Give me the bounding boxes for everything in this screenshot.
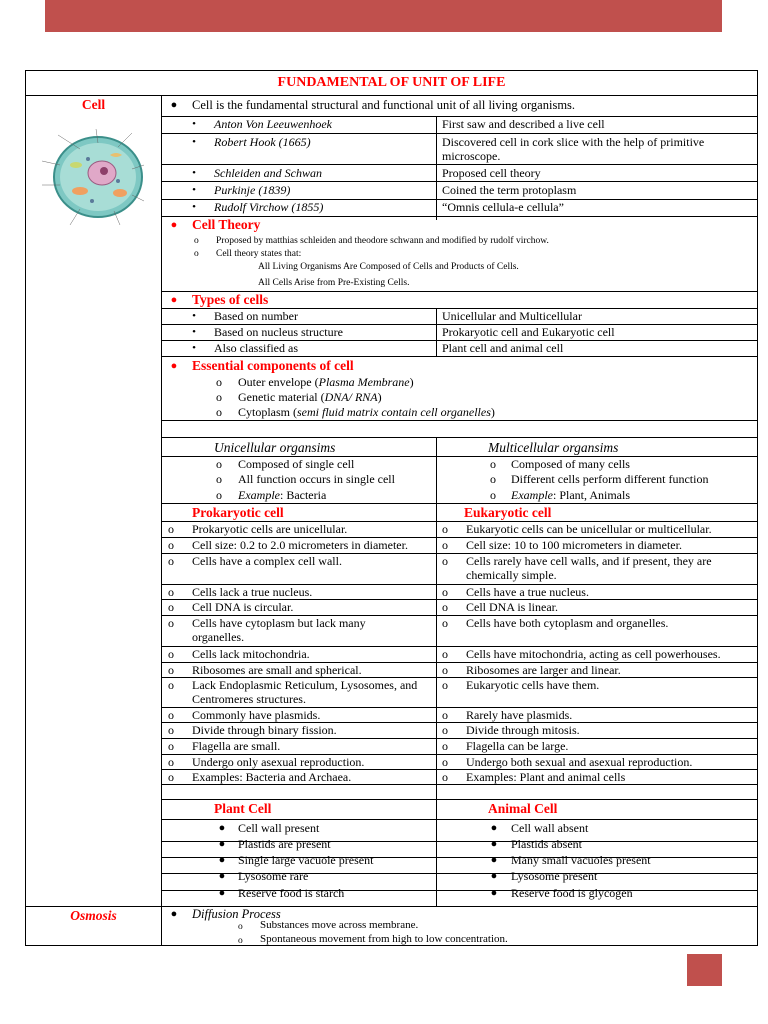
- type-value: Unicellular and Multicellular: [442, 309, 582, 323]
- cell-theory-line: All Living Organisms Are Composed of Cells and Products of Cells.: [258, 262, 519, 272]
- scientist-fact: First saw and described a live cell: [442, 117, 605, 131]
- component-item: Genetic material (DNA/ RNA): [238, 390, 382, 404]
- plant-cell-item: Single large vacuole present: [238, 853, 374, 867]
- circle-bullet-icon: o: [442, 663, 448, 677]
- bullet-icon: •: [192, 201, 196, 213]
- bullet-icon: ●: [218, 887, 226, 899]
- divider: [162, 356, 757, 357]
- circle-bullet-icon: o: [168, 554, 174, 568]
- eukaryotic-item: Rarely have plasmids.: [466, 708, 573, 722]
- circle-bullet-icon: o: [168, 770, 174, 784]
- bullet-icon: •: [192, 184, 196, 196]
- plant-cell-item: Reserve food is starch: [238, 886, 345, 900]
- circle-bullet-icon: o: [216, 488, 222, 502]
- bullet-icon: •: [192, 167, 196, 179]
- plant-cell-item: Cell wall present: [238, 821, 320, 835]
- divider: [162, 503, 757, 504]
- eukaryotic-item: Examples: Plant and animal cells: [466, 770, 626, 784]
- circle-bullet-icon: o: [442, 739, 448, 753]
- eukaryotic-item: Cells have a true nucleus.: [466, 585, 589, 599]
- eukaryotic-item: Eukaryotic cells can be unicellular or multicellular.: [466, 522, 712, 536]
- bullet-icon: ●: [170, 908, 178, 920]
- bullet-icon: ●: [490, 854, 498, 866]
- eukaryotic-item: Cell size: 10 to 100 micrometers in diameter.: [466, 538, 682, 552]
- divider: [436, 437, 437, 804]
- divider: [162, 819, 757, 820]
- prokaryotic-item: Cells have cytoplasm but lack many: [192, 616, 366, 630]
- prokaryotic-item: Flagella are small.: [192, 739, 281, 753]
- circle-bullet-icon: o: [442, 538, 448, 552]
- divider: [436, 308, 437, 356]
- eukaryotic-item: Cell DNA is linear.: [466, 600, 558, 614]
- divider: [162, 420, 757, 421]
- animal-cell-item: Lysosome present: [511, 869, 598, 883]
- animal-cell-heading: Animal Cell: [488, 801, 558, 816]
- bullet-icon: ●: [170, 360, 178, 372]
- circle-bullet-icon: o: [216, 390, 222, 404]
- bullet-icon: ●: [490, 838, 498, 850]
- bullet-icon: •: [192, 342, 196, 354]
- divider: [162, 164, 757, 165]
- prokaryotic-item: Undergo only asexual reproduction.: [192, 755, 365, 769]
- prokaryotic-item: Lack Endoplasmic Reticulum, Lysosomes, and: [192, 678, 418, 692]
- circle-bullet-icon: o: [168, 538, 174, 552]
- eukaryotic-item: Divide through mitosis.: [466, 723, 580, 737]
- cell-theory-line: All Cells Arise from Pre-Existing Cells.: [258, 278, 410, 288]
- scientist-fact: Discovered cell in cork slice with the help of primitive: [442, 135, 705, 149]
- scientist-name: Anton Von Leeuwenhoek: [214, 117, 332, 131]
- eukaryotic-item: Cells have both cytoplasm and organelles.: [466, 616, 669, 630]
- animal-cell-diagram: [40, 121, 152, 231]
- intro-text: Cell is the fundamental structural and functional unit of all living organisms.: [192, 98, 576, 112]
- unicellular-item: Composed of single cell: [238, 457, 355, 471]
- prokaryotic-item: Cells lack a true nucleus.: [192, 585, 313, 599]
- divider: [162, 181, 757, 182]
- prokaryotic-item: organelles.: [192, 630, 245, 644]
- bullet-icon: •: [192, 326, 196, 338]
- multicellular-item: Different cells perform different function: [511, 472, 709, 486]
- circle-bullet-icon: o: [194, 236, 199, 246]
- bullet-icon: ●: [490, 870, 498, 882]
- scientist-fact: “Omnis cellula-e cellula”: [442, 200, 564, 214]
- circle-bullet-icon: o: [168, 739, 174, 753]
- bullet-icon: ●: [218, 822, 226, 834]
- component-item: Outer envelope (Plasma Membrane): [238, 375, 414, 389]
- type-value: Plant cell and animal cell: [442, 341, 564, 355]
- circle-bullet-icon: o: [442, 708, 448, 722]
- cell-section-label: Cell: [81, 97, 106, 112]
- osmosis-heading: Diffusion Process: [192, 907, 281, 921]
- circle-bullet-icon: o: [442, 585, 448, 599]
- prokaryotic-item: Centromeres structures.: [192, 692, 306, 706]
- circle-bullet-icon: o: [442, 554, 448, 568]
- prokaryotic-item: Cell size: 0.2 to 2.0 micrometers in diameter.: [192, 538, 408, 552]
- circle-bullet-icon: o: [168, 723, 174, 737]
- eukaryotic-item: Undergo both sexual and asexual reproduction.: [466, 755, 693, 769]
- page-title: FUNDAMENTAL OF UNIT OF LIFE: [26, 71, 757, 96]
- circle-bullet-icon: o: [442, 678, 448, 692]
- circle-bullet-icon: o: [168, 647, 174, 661]
- circle-bullet-icon: o: [168, 708, 174, 722]
- bullet-icon: ●: [218, 838, 226, 850]
- bullet-icon: ●: [170, 99, 178, 111]
- circle-bullet-icon: o: [442, 755, 448, 769]
- circle-bullet-icon: o: [168, 755, 174, 769]
- bullet-icon: ●: [490, 887, 498, 899]
- circle-bullet-icon: o: [216, 375, 222, 389]
- osmosis-item: Substances move across membrane.: [260, 919, 419, 931]
- animal-cell-item: Many small vacuoles present: [511, 853, 651, 867]
- plant-cell-heading: Plant Cell: [214, 801, 272, 816]
- scientist-fact: microscope.: [442, 149, 501, 163]
- circle-bullet-icon: o: [194, 249, 199, 259]
- cell-theory-line: Cell theory states that:: [216, 249, 302, 259]
- type-basis: Also classified as: [214, 341, 298, 355]
- eukaryotic-item: Cells have mitochondria, acting as cell powerhouses.: [466, 647, 721, 661]
- circle-bullet-icon: o: [490, 488, 496, 502]
- prokaryotic-item: Ribosomes are small and spherical.: [192, 663, 362, 677]
- scientist-name: Robert Hook (1665): [214, 135, 311, 149]
- prokaryotic-item: Commonly have plasmids.: [192, 708, 321, 722]
- page-corner-block: [687, 954, 722, 986]
- circle-bullet-icon: o: [442, 600, 448, 614]
- circle-bullet-icon: o: [238, 922, 243, 932]
- circle-bullet-icon: o: [168, 522, 174, 536]
- circle-bullet-icon: o: [442, 522, 448, 536]
- scientist-fact: Coined the term protoplasm: [442, 183, 577, 197]
- circle-bullet-icon: o: [168, 663, 174, 677]
- eukaryotic-item: Ribosomes are larger and linear.: [466, 663, 621, 677]
- prokaryotic-item: Divide through binary fission.: [192, 723, 337, 737]
- component-item: Cytoplasm (semi fluid matrix contain cell organelles): [238, 405, 495, 419]
- notes-table: [25, 70, 758, 946]
- divider: [436, 116, 437, 220]
- eukaryotic-item: Eukaryotic cells have them.: [466, 678, 600, 692]
- animal-cell-item: Plastids absent: [511, 837, 582, 851]
- prokaryotic-heading: Prokaryotic cell: [192, 505, 284, 520]
- eukaryotic-heading: Eukaryotic cell: [464, 505, 552, 520]
- bullet-icon: ●: [218, 854, 226, 866]
- circle-bullet-icon: o: [216, 405, 222, 419]
- circle-bullet-icon: o: [490, 472, 496, 486]
- unicellular-item: All function occurs in single cell: [238, 472, 395, 486]
- bullet-icon: •: [192, 136, 196, 148]
- scientist-fact: Proposed cell theory: [442, 166, 541, 180]
- circle-bullet-icon: o: [490, 457, 496, 471]
- eukaryotic-item: Cells rarely have cell walls, and if present, they are: [466, 554, 712, 568]
- multicellular-heading: Multicellular organsims: [488, 440, 619, 455]
- prokaryotic-item: Cells lack mitochondria.: [192, 647, 310, 661]
- multicellular-example: Example: Plant, Animals: [511, 488, 630, 502]
- plant-cell-item: Lysosome rare: [238, 869, 309, 883]
- unicellular-example: Example: Bacteria: [238, 488, 327, 502]
- osmosis-section-label: Osmosis: [70, 908, 117, 923]
- circle-bullet-icon: o: [168, 585, 174, 599]
- unicellular-heading: Unicellular organsims: [214, 440, 336, 455]
- header-bar: [45, 0, 722, 32]
- bullet-icon: ●: [170, 219, 178, 231]
- divider: [162, 437, 757, 438]
- bullet-icon: ●: [170, 294, 178, 306]
- multicellular-item: Composed of many cells: [511, 457, 630, 471]
- types-heading: Types of cells: [192, 292, 269, 307]
- circle-bullet-icon: o: [168, 678, 174, 692]
- bullet-icon: •: [192, 118, 196, 130]
- osmosis-section-label-column: [26, 906, 162, 946]
- circle-bullet-icon: o: [442, 770, 448, 784]
- osmosis-item: Spontaneous movement from high to low concentration.: [260, 933, 508, 945]
- cell-theory-heading: Cell Theory: [192, 217, 261, 232]
- eukaryotic-item: Flagella can be large.: [466, 739, 569, 753]
- prokaryotic-item: Cells have a complex cell wall.: [192, 554, 342, 568]
- scientist-name: Purkinje (1839): [214, 183, 291, 197]
- circle-bullet-icon: o: [168, 616, 174, 630]
- bullet-icon: ●: [218, 870, 226, 882]
- circle-bullet-icon: o: [216, 457, 222, 471]
- circle-bullet-icon: o: [216, 472, 222, 486]
- circle-bullet-icon: o: [442, 647, 448, 661]
- prokaryotic-item: Cell DNA is circular.: [192, 600, 294, 614]
- circle-bullet-icon: o: [168, 600, 174, 614]
- circle-bullet-icon: o: [238, 936, 243, 946]
- type-basis: Based on nucleus structure: [214, 325, 343, 339]
- scientist-name: Schleiden and Schwan: [214, 166, 322, 180]
- plant-cell-item: Plastids are present: [238, 837, 331, 851]
- divider: [162, 799, 757, 800]
- animal-cell-item: Cell wall absent: [511, 821, 589, 835]
- circle-bullet-icon: o: [442, 616, 448, 630]
- bullet-icon: •: [192, 310, 196, 322]
- cell-theory-line: Proposed by matthias schleiden and theodore schwann and modified by rudolf virchow.: [216, 236, 549, 246]
- divider: [162, 133, 757, 134]
- type-value: Prokaryotic cell and Eukaryotic cell: [442, 325, 615, 339]
- components-heading: Essential components of cell: [192, 358, 354, 373]
- prokaryotic-item: Examples: Bacteria and Archaea.: [192, 770, 352, 784]
- eukaryotic-item: chemically simple.: [466, 568, 557, 582]
- circle-bullet-icon: o: [442, 723, 448, 737]
- bullet-icon: ●: [490, 822, 498, 834]
- scientist-name: Rudolf Virchow (1855): [214, 200, 324, 214]
- type-basis: Based on number: [214, 309, 298, 323]
- animal-cell-item: Reserve food is glycogen: [511, 886, 633, 900]
- prokaryotic-item: Prokaryotic cells are unicellular.: [192, 522, 348, 536]
